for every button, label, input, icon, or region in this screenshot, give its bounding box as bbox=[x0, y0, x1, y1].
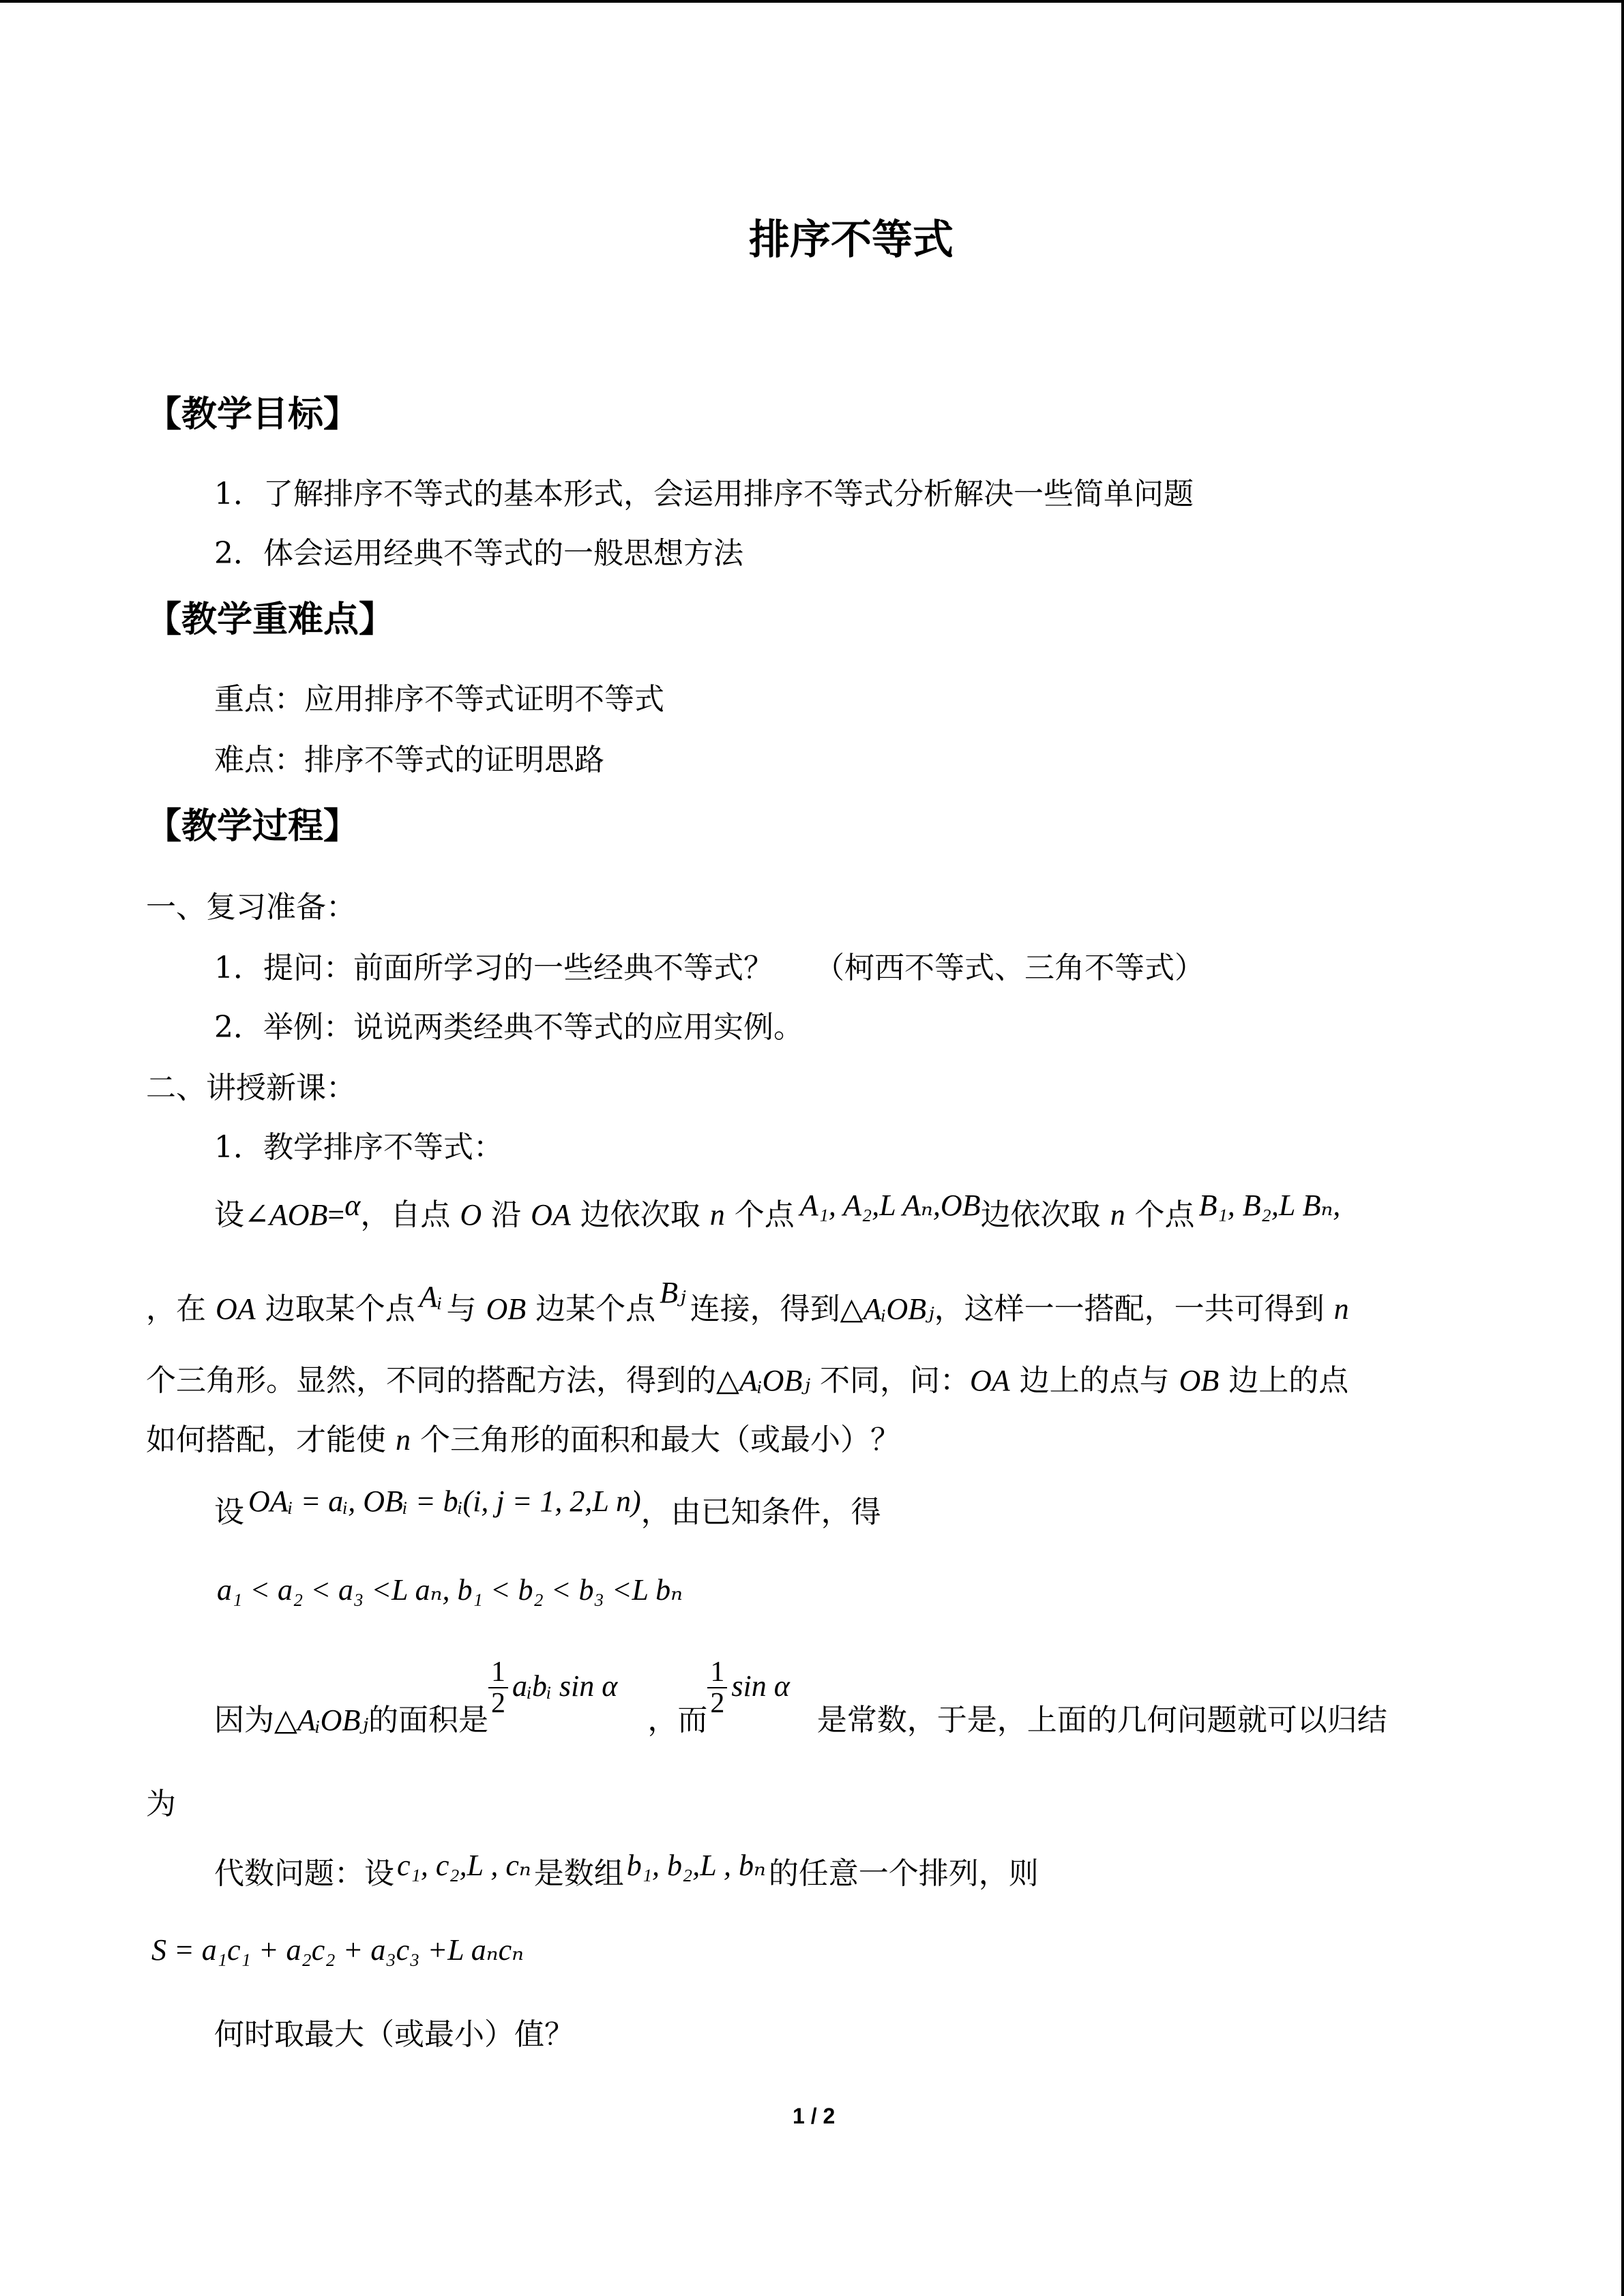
math-length-definition: OAᵢ = aᵢ, OBᵢ = bᵢ(i, j = 1, 2,L n) bbox=[248, 1485, 641, 1518]
text-fragment: ，而 bbox=[647, 1702, 708, 1738]
paragraph-max-min-question bbox=[146, 1422, 900, 1457]
text-fragment: 因为△ bbox=[214, 1702, 297, 1738]
paragraph-setup-points bbox=[214, 1189, 1341, 1232]
text-fragment: 个点 bbox=[724, 1197, 795, 1232]
fraction-one-half bbox=[707, 1657, 727, 1718]
paragraph-algebra-problem bbox=[214, 1849, 1039, 1891]
page-top-border bbox=[0, 0, 1624, 3]
text-fragment: 边某个点 bbox=[526, 1292, 656, 1326]
math-n: n bbox=[1333, 1292, 1349, 1326]
text-fragment: 边上的点 bbox=[1219, 1363, 1349, 1398]
fraction-one-half bbox=[488, 1657, 508, 1718]
math-sin-alpha: sin α bbox=[731, 1669, 790, 1703]
text-fragment: 设 bbox=[214, 1197, 244, 1232]
text-fragment: 与 bbox=[446, 1292, 486, 1326]
text-fragment: ，这样一一搭配，一共可得到 bbox=[934, 1292, 1334, 1326]
text-fragment: 边上的点与 bbox=[1009, 1363, 1179, 1398]
page-right-border bbox=[1621, 0, 1624, 2296]
math-Bj: Bⱼ bbox=[660, 1276, 686, 1309]
sum-formula: S = a₁c₁ + a₂c₂ + a₃c₃ +L aₙcₙ bbox=[151, 1933, 525, 1967]
goal-item-2: 2．体会运用经典不等式的一般思想方法 bbox=[214, 536, 743, 571]
math-B-point-list: B₁, B₂,L Bₙ, bbox=[1198, 1189, 1341, 1222]
math-n: n bbox=[709, 1198, 725, 1232]
page-number: 1 / 2 bbox=[793, 2104, 836, 2128]
math-n: n bbox=[396, 1423, 411, 1457]
review-question-1 bbox=[214, 953, 1205, 983]
review-question-2: 2．举例：说说两类经典不等式的应用实例。 bbox=[214, 1010, 803, 1045]
text-fragment: 不同，问： bbox=[810, 1363, 970, 1398]
review-question-1-text: 1．提问：前面所学习的一些经典不等式？ bbox=[214, 951, 773, 985]
math-triangle-AiOBj: AᵢOBⱼ bbox=[739, 1364, 810, 1397]
text-fragment: 边依次取 bbox=[980, 1197, 1110, 1232]
text-fragment: 是常数，于是，上面的几何问题就可以归结 bbox=[816, 1702, 1387, 1738]
math-AOB: AOB bbox=[269, 1198, 328, 1232]
text-fragment: 如何搭配，才能使 bbox=[146, 1422, 396, 1457]
fraction-numerator: 1 bbox=[488, 1657, 508, 1688]
newlesson-item-1: 1．教学排序不等式： bbox=[214, 1130, 503, 1165]
math-alpha: α bbox=[344, 1189, 361, 1222]
goal-item-1: 1．了解排序不等式的基本形式，会运用排序不等式分析解决一些简单问题 bbox=[214, 477, 1194, 511]
text-fragment: 是数组 bbox=[533, 1856, 624, 1891]
text-fragment: 个点 bbox=[1125, 1197, 1195, 1232]
document-title: 排序不等式 bbox=[749, 216, 954, 264]
section-heading-process: 【教学过程】 bbox=[146, 806, 359, 847]
angle-symbol: ∠ bbox=[244, 1197, 269, 1232]
math-O: O bbox=[460, 1198, 482, 1232]
section-heading-goals: 【教学目标】 bbox=[146, 394, 359, 435]
math-n: n bbox=[1110, 1198, 1125, 1232]
paragraph-define-lengths bbox=[214, 1485, 881, 1530]
text-fragment: 个三角形的面积和最大（或最小）？ bbox=[411, 1422, 900, 1457]
newlesson-heading: 二、讲授新课： bbox=[146, 1071, 356, 1105]
text-fragment: 个三角形。显然，不同的搭配方法，得到的△ bbox=[146, 1363, 739, 1398]
inequality-chain: a₁ < a₂ < a₃ <L aₙ, b₁ < b₂ < b₃ <L bₙ bbox=[217, 1573, 683, 1607]
math-OB: OB bbox=[1179, 1364, 1220, 1397]
math-triangle-AiOBj: AᵢOBⱼ bbox=[297, 1703, 368, 1737]
fraction-denominator: 2 bbox=[710, 1688, 725, 1720]
math-OA: OA bbox=[216, 1292, 256, 1326]
review-heading: 一、复习准备： bbox=[146, 890, 356, 925]
paragraph-area-formula bbox=[214, 1656, 1387, 1738]
keypoint-item-1: 重点：应用排序不等式证明不等式 bbox=[214, 682, 664, 717]
text-fragment: 边取某个点 bbox=[255, 1292, 415, 1326]
section-heading-keypoints: 【教学重难点】 bbox=[146, 599, 395, 640]
text-fragment: 边依次取 bbox=[570, 1197, 710, 1232]
text-fragment: ，由已知条件，得 bbox=[640, 1495, 881, 1530]
math-Ai: Aᵢ bbox=[419, 1280, 443, 1313]
review-question-1-answer: （柯西不等式、三角不等式） bbox=[814, 951, 1205, 985]
paragraph-connect-points bbox=[146, 1276, 1349, 1326]
math-area-expression: aᵢbᵢ sin α bbox=[512, 1669, 618, 1703]
fraction-numerator: 1 bbox=[707, 1657, 727, 1688]
paragraph-area-formula-continued: 为 bbox=[146, 1787, 176, 1821]
math-c-list: c₁, c₂,L , cₙ bbox=[397, 1849, 531, 1882]
text-fragment: ，自点 bbox=[360, 1197, 460, 1232]
text-fragment: ，在 bbox=[146, 1292, 216, 1326]
text-fragment: 设 bbox=[214, 1495, 244, 1530]
math-b-list: b₁, b₂,L , bₙ bbox=[626, 1849, 766, 1882]
text-fragment: 连接，得到△ bbox=[690, 1292, 863, 1326]
keypoint-item-2: 难点：排序不等式的证明思路 bbox=[214, 743, 604, 777]
closing-question: 何时取最大（或最小）值？ bbox=[214, 2017, 574, 2052]
text-fragment: 的任意一个排列，则 bbox=[768, 1856, 1039, 1891]
math-triangle-AiOBj: AᵢOBⱼ bbox=[863, 1292, 934, 1326]
text-fragment: 沿 bbox=[482, 1197, 531, 1232]
fraction-denominator: 2 bbox=[490, 1688, 505, 1720]
math-OA: OA bbox=[531, 1198, 571, 1232]
text-fragment: 的面积是 bbox=[368, 1702, 488, 1738]
paragraph-different-matching bbox=[146, 1363, 1349, 1398]
text-fragment: 代数问题：设 bbox=[214, 1856, 394, 1891]
math-equals: = bbox=[327, 1198, 345, 1232]
math-OB: OB bbox=[940, 1189, 981, 1222]
math-A-point-list: A₁, A₂,L Aₙ, bbox=[799, 1189, 941, 1222]
math-OB: OB bbox=[486, 1292, 527, 1326]
math-OA: OA bbox=[969, 1364, 1010, 1397]
